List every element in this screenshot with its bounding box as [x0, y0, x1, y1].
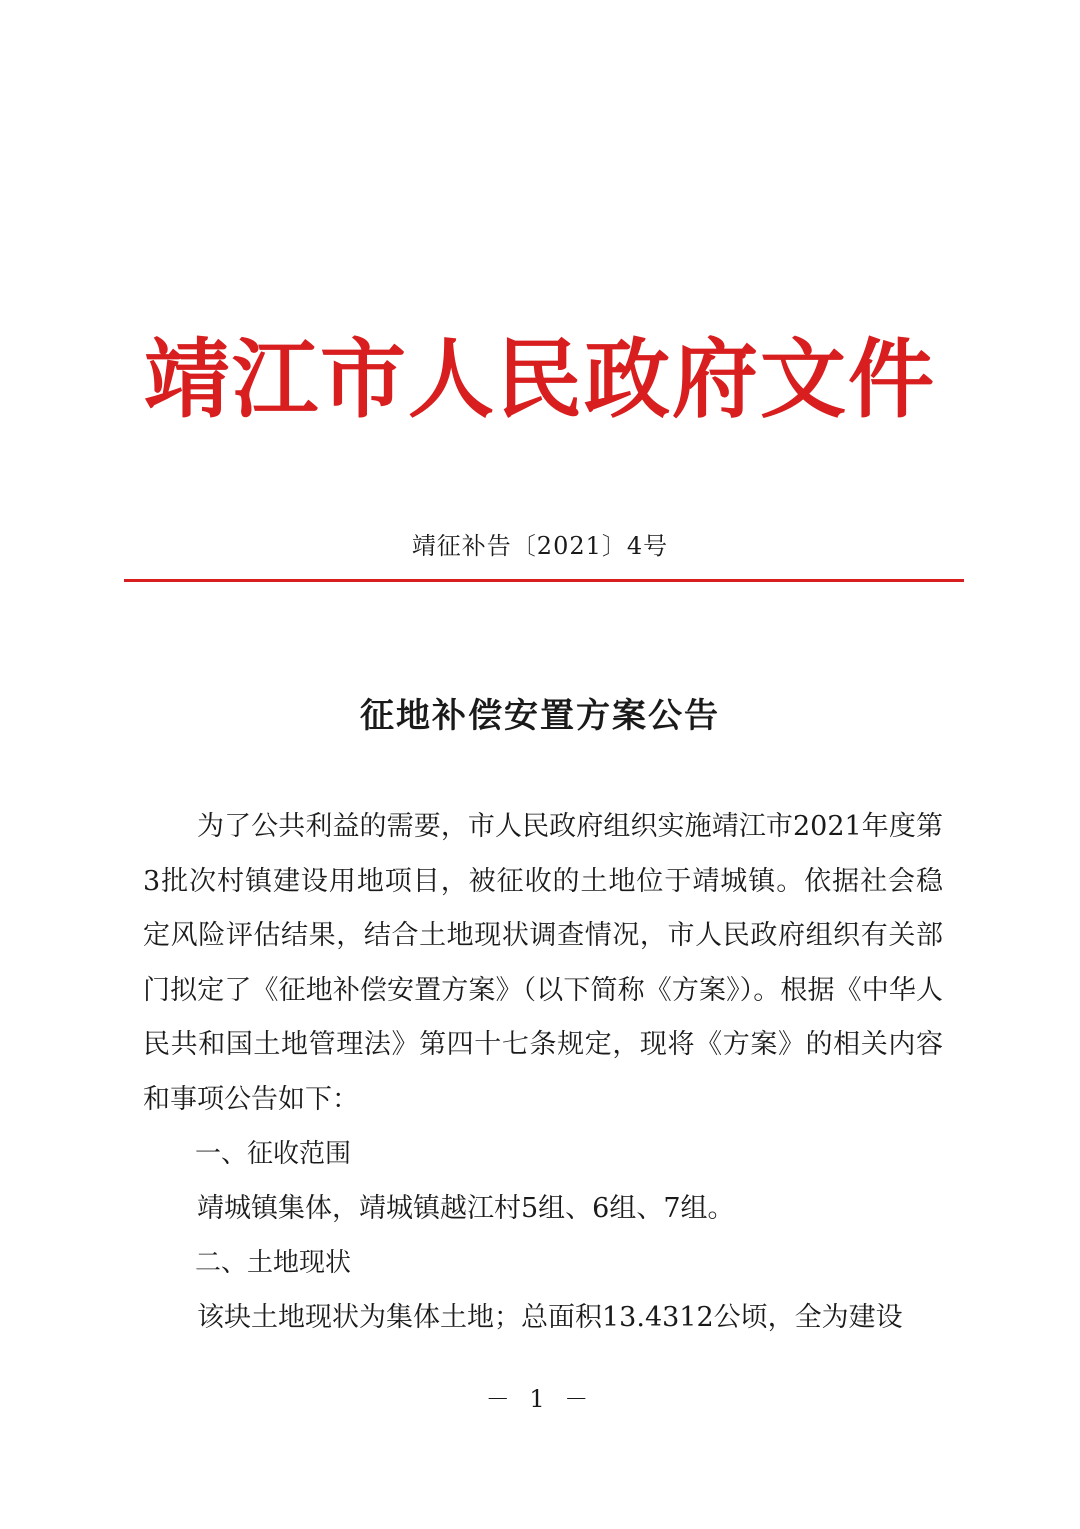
scope-paragraph: 靖城镇集体，靖城镇越江村5组、6组、7组。	[197, 1192, 735, 1224]
section-heading-scope: 一、征收范围	[195, 1139, 352, 1169]
land-status-paragraph: 该块土地现状为集体土地；总面积13.4312公顷，全为建设	[197, 1301, 903, 1333]
page-number: － 1 －	[485, 1385, 595, 1413]
document-title: 征地补偿安置方案公告	[360, 696, 720, 736]
document-body	[143, 800, 943, 1345]
masthead-title: 靖江市人民政府文件	[144, 329, 936, 430]
document-number: 靖征补告〔2021〕4号	[411, 532, 669, 560]
red-divider-rule	[124, 579, 964, 582]
intro-paragraph: 为了公共利益的需要，市人民政府组织实施靖江市2021年度第3批次村镇建设用地项目，被征收的土地位于靖城镇。依据社会稳定风险评估结果，结合土地现状调查情况，市人民政府组织有关部门拟定了《征地补偿安置方案》（以下简称《方案》）。根据《中华人民共和国土地管理法》第四十七条规定，现将《方案》的相关内容和事项公告如下：	[143, 811, 943, 1115]
section-heading-land-status: 二、土地现状	[195, 1248, 352, 1278]
